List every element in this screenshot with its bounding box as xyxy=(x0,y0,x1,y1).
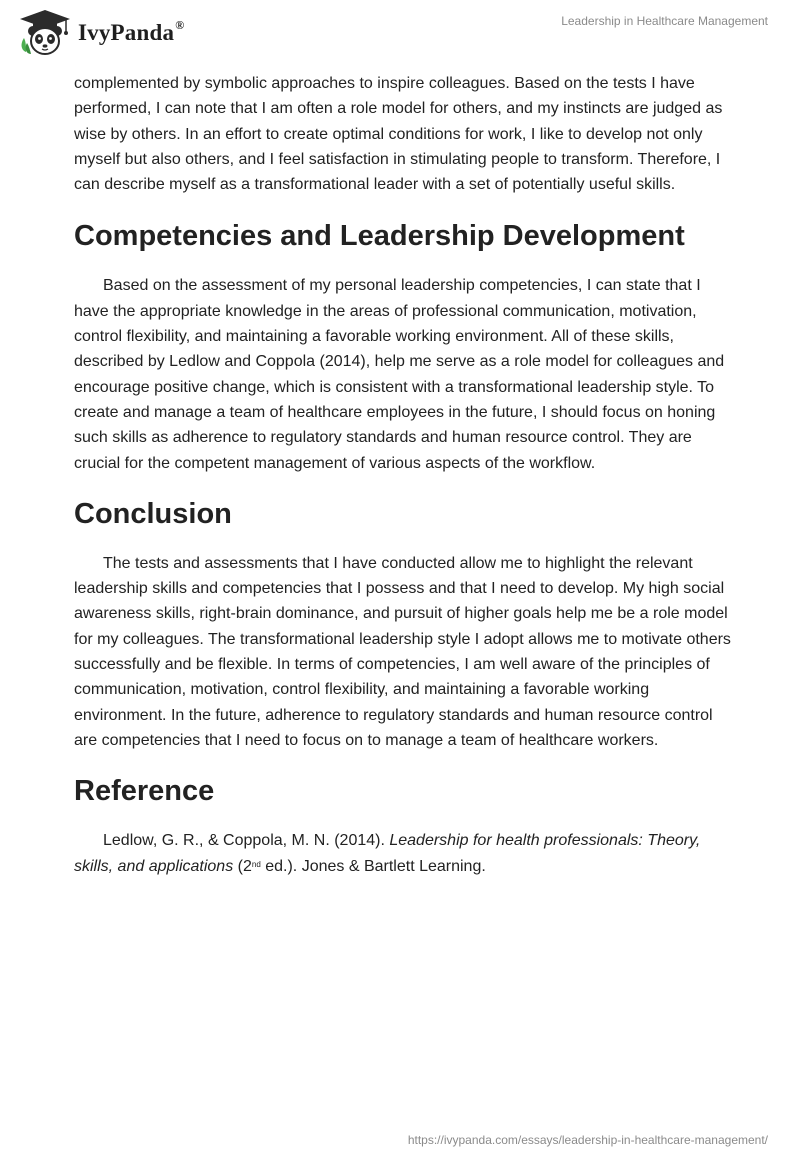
panda-logo-icon xyxy=(14,8,76,58)
reference-authors: Ledlow, G. R., & Coppola, M. N. (2014). xyxy=(103,832,390,850)
competencies-heading: Competencies and Leadership Development xyxy=(74,220,685,253)
brand-text: IvyPanda xyxy=(78,20,175,45)
reference-publisher: ed.). Jones & Bartlett Learning. xyxy=(260,857,486,875)
reference-edition-open: (2 xyxy=(233,857,252,875)
reference-entry xyxy=(74,828,734,879)
intro-paragraph: complemented by symbolic approaches to inspire colleagues. Based on the tests I have performed, I can note that I am often a role model for others, and my instincts are judged as wise by others. In an effort to create optimal conditions for work, I like to develop not only myself but also others, and I feel satisfaction in stimulating people to transform. Therefore, I can describe myself as a transformational leader with a set of potentially useful skills. xyxy=(74,75,723,194)
essay-content xyxy=(74,71,734,879)
reference-book-title: Leadership for health professionals: Theory, skills, and applications xyxy=(74,832,701,875)
reference-heading: Reference xyxy=(74,775,215,808)
reference-edition-sup: nd xyxy=(251,859,261,869)
conclusion-heading: Conclusion xyxy=(74,497,232,530)
brand-name[interactable] xyxy=(78,20,184,46)
registered-mark: ® xyxy=(175,18,185,32)
competencies-paragraph: Based on the assessment of my personal leadership competencies, I can state that I have the appropriate knowledge in the areas of professional communication, motivation, control flexibility, and maintaining a favorable working environment. All of these skills, described by Ledlow and Coppola (2014), help me serve as a role model for colleagues and encourage positive change, which is consistent with a transformational leadership style. To create and manage a team of healthcare employees in the future, I should focus on honing such skills as adherence to regulatory standards and human resource control. They are crucial for the competent management of various aspects of the workflow. xyxy=(74,277,725,472)
document-title: Leadership in Healthcare Management xyxy=(561,14,768,28)
source-url-link[interactable]: https://ivypanda.com/essays/leadership-in-healthcare-management/ xyxy=(407,1133,768,1147)
page-header xyxy=(0,0,800,60)
conclusion-paragraph: The tests and assessments that I have conducted allow me to highlight the relevant leadership skills and competencies that I possess and that I need to develop. My high social awareness skills, right-brain dominance, and pursuit of higher goals help me be a role model for my colleagues. The transformational leadership style I adopt allows me to motivate others successfully and be flexible. In terms of competencies, I am well aware of the principles of communication, motivation, control flexibility, and maintaining a favorable working environment. In the future, adherence to regulatory standards and human resource control are competencies that I need to focus on to manage a team of healthcare workers. xyxy=(74,554,731,749)
